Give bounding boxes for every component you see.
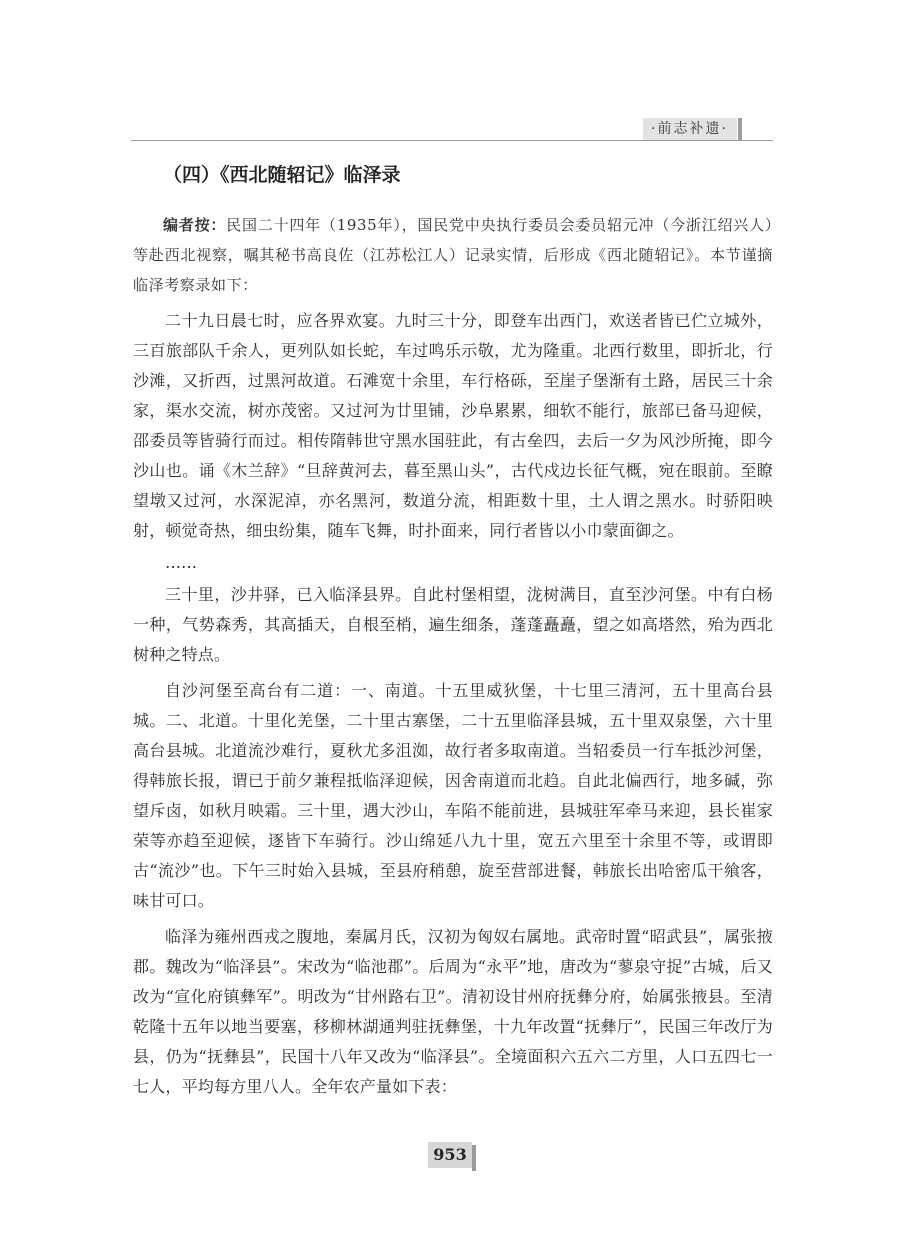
editor-note <box>133 210 773 300</box>
editor-note-text: 民国二十四年（1935年），国民党中央执行委员会委员轺元冲（今浙江绍兴人）等赴西北视察，嘱其秘书高良佐（江苏松江人）记录实情，后形成《西北随轺记》。本节谨摘临泽考察录如下： <box>133 216 773 294</box>
page-number <box>428 1142 472 1168</box>
page-number-shadow <box>472 1145 476 1171</box>
section-tag-bar <box>738 118 742 140</box>
section-tag <box>643 118 737 140</box>
editor-note-label: 编者按： <box>163 216 227 234</box>
paragraph-3: 自沙河堡至高台有二道：一、南道。十五里威狄堡，十七里三清河，五十里高台县城。二、北道。十里化羌堡，二十里古寨堡，二十五里临泽县城，五十里双泉堡，六十里高台县城。北道流沙难行，夏秋尤多沮洳，故行者多取南道。当轺委员一行车抵沙河堡，得韩旅长报，谓已于前夕兼程抵临泽迎候，因舍南道而北趋。自此北偏西行，地多碱，弥望斥卤，如秋月映霜。三十里，遇大沙山，车陷不能前进，县城驻军牵马来迎，县长崔家荣等亦趋至迎候，逐皆下车骑行。沙山绵延八九十里，宽五六里至十余里不等，或谓即古“流沙”也。下午三时始入县城，至县府稍憩，旋至营部进餐，韩旅长出哈密瓜干飨客，味甘可口。 <box>133 681 773 910</box>
page-number-text: 953 <box>433 1145 467 1164</box>
paragraph-1: 二十九日晨七时，应各界欢宴。九时三十分，即登车出西门，欢送者皆已伫立城外，三百旅部队千余人，更列队如长蛇，车过鸣乐示敬，尤为隆重。北西行数里，即折北，行沙滩，又折西，过黑河故道。石滩宽十余里，车行格砾，至崖子堡渐有土路，居民三十余家，渠水交流，树亦茂密。又过河为廿里铺，沙阜累累，细软不能行，旅部已备马迎候，邵委员等皆骑行而过。相传隋韩世守黑水国驻此，有古垒四，去后一夕为风沙所掩，即今沙山也。诵《木兰辞》“旦辞黄河去，暮至黑山头”，古代戍边长征气概，宛在眼前。至瞭望墩又过河，水深泥淖，亦名黑河，数道分流，相距数十里，土人谓之黑水。时骄阳映射，顿觉奇热，细虫纷集，随车飞舞，时扑面来，同行者皆以小巾蒙面御之。 <box>133 311 773 540</box>
text-body <box>133 210 773 1102</box>
paragraph-2: 三十里，沙井驿，已入临泽县界。自此村堡相望，泷树满目，直至沙河堡。中有白杨一种，气势森秀，其高插天，自根至梢，遍生细条，蓬蓬矗矗，望之如高塔然，殆为西北树种之特点。 <box>133 585 773 664</box>
ellipsis: …… <box>165 553 197 572</box>
section-title: （四）《西北随轺记》临泽录 <box>163 164 401 186</box>
paragraph-4: 临泽为雍州西戎之腹地，秦属月氏，汉初为匈奴右属地。武帝时置“昭武县”，属张掖郡。魏改为“临泽县”。宋改为“临池郡”。后周为“永平”地，唐改为“蓼泉守捉”古城，后又改为“宣化府镇彝军”。明改为“甘州路右卫”。清初设甘州府抚彝分府，始属张掖县。至清乾隆十五年以地当要塞，移柳林湖通判驻抚彝堡，十九年改置“抚彝厅”，民国三年改厅为县，仍为“抚彝县”，民国十八年又改为“临泽县”。全境面积六五六二方里，人口五四七一七人，平均每方里八人。全年农产量如下表： <box>133 927 773 1096</box>
section-tag-text: ·前志补遗· <box>651 121 728 137</box>
header-rule <box>131 140 773 141</box>
